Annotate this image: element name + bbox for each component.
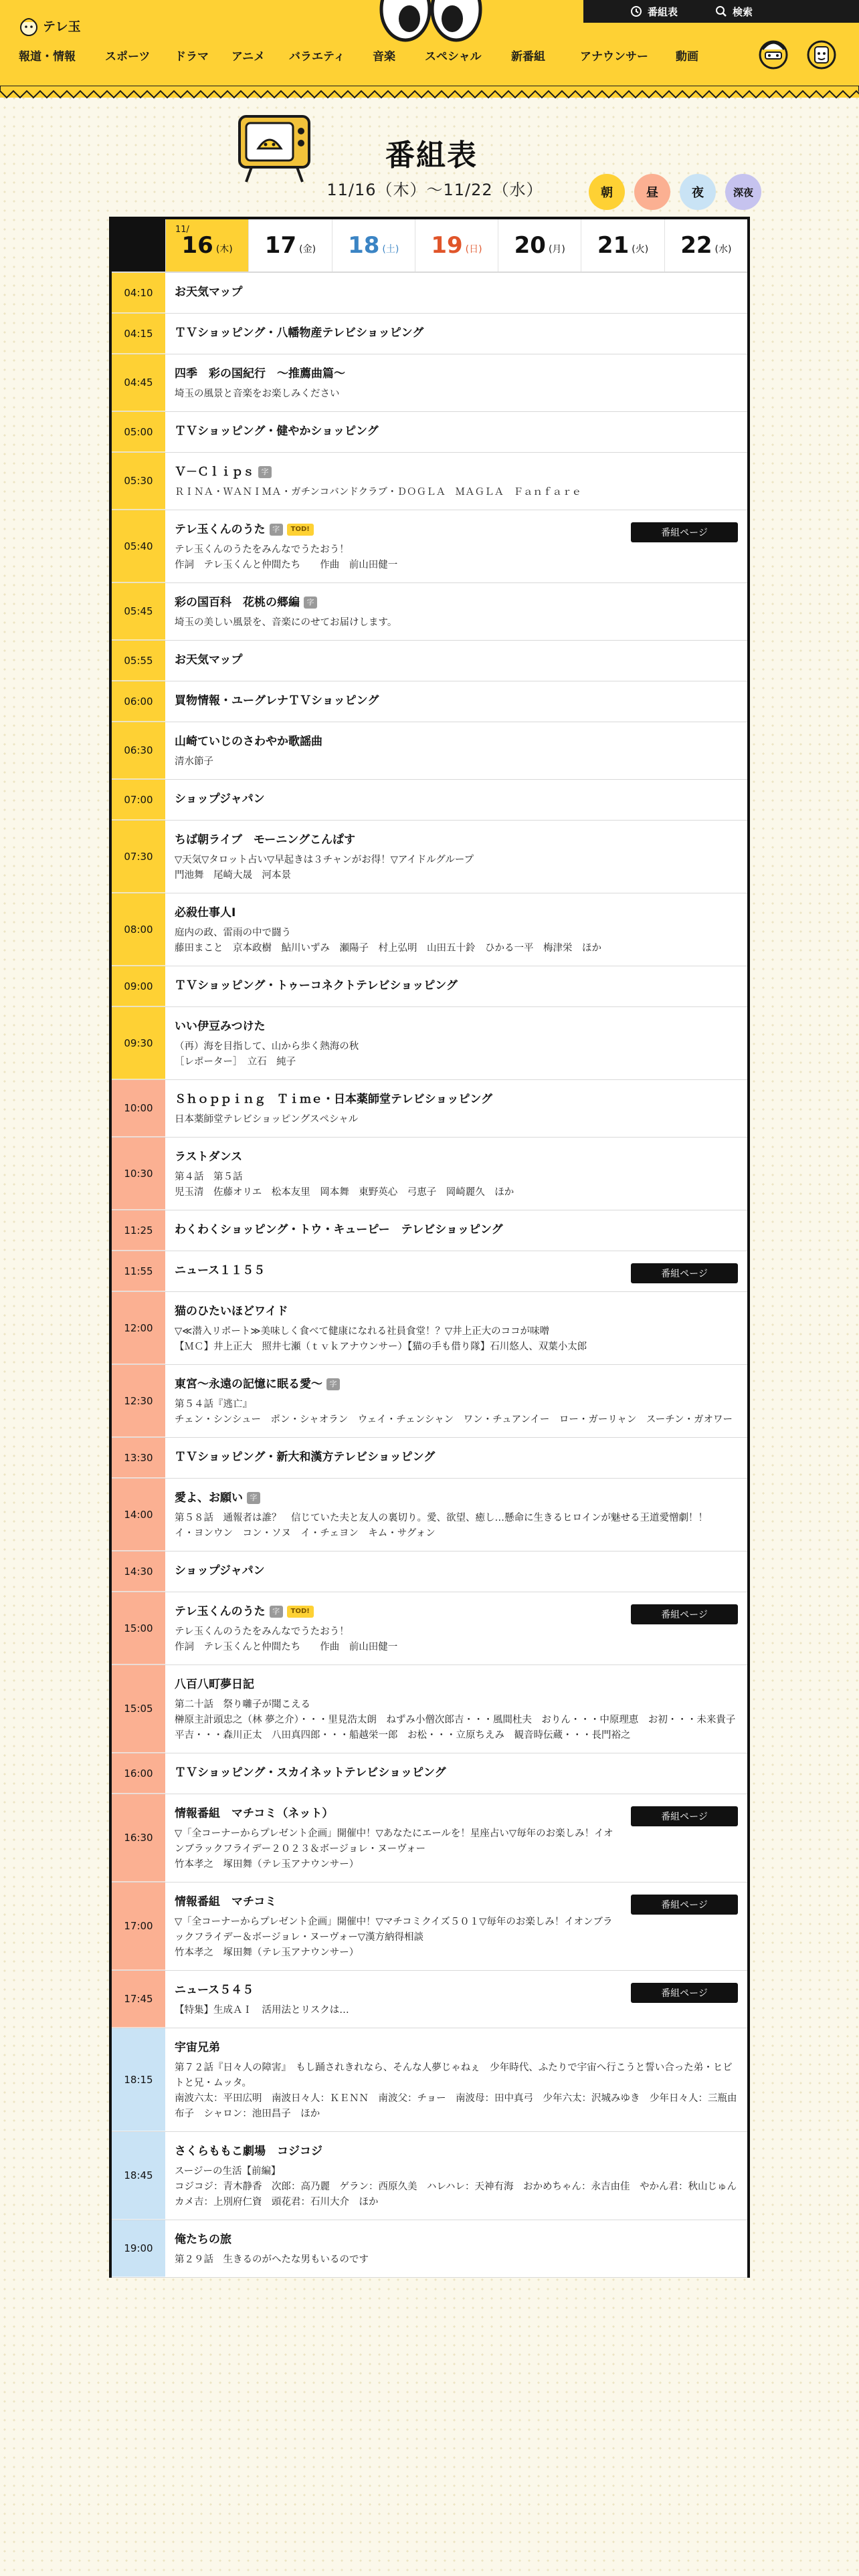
legend-item[interactable]: 深夜 (725, 174, 761, 210)
program-row[interactable] (112, 1794, 747, 1883)
program-title[interactable] (175, 1018, 738, 1035)
program-description: ▽「全コーナーからプレゼント企画」開催中！▽マチコミクイズ５０１▽毎年のお楽しみ！イオンブラックフライデー＆ボージョレ・ヌーヴォー▽漢方納得相談 竹本孝之 塚田舞（テレ玉アナウンサー） (175, 1917, 613, 1958)
legend-item[interactable]: 昼 (634, 174, 670, 210)
program-title-text: 情報番組 マチコミ（ネット） (175, 1807, 334, 1820)
program-body (165, 1210, 747, 1251)
program-time: 06:30 (112, 722, 165, 779)
program-row[interactable] (112, 1665, 747, 1753)
program-title[interactable] (175, 1221, 738, 1239)
tod-badge: TOD! (287, 524, 314, 536)
site-header (0, 0, 859, 98)
day-weekday: (水) (714, 244, 732, 255)
program-title[interactable] (175, 1262, 620, 1279)
program-time: 07:30 (112, 821, 165, 893)
program-body (165, 1251, 747, 1291)
day-tab[interactable] (165, 219, 248, 272)
program-time: 04:15 (112, 314, 165, 354)
program-title[interactable] (175, 904, 738, 922)
program-row[interactable] (112, 780, 747, 821)
program-time: 14:30 (112, 1551, 165, 1592)
program-time: 09:00 (112, 966, 165, 1006)
program-title-text: お天気マップ (175, 653, 243, 667)
program-body (165, 893, 747, 966)
day-number: 16 (181, 232, 213, 259)
program-row[interactable] (112, 2028, 747, 2132)
program-time: 04:45 (112, 354, 165, 411)
program-title[interactable] (175, 1448, 738, 1466)
program-body (165, 1753, 747, 1794)
program-row[interactable] (112, 273, 747, 314)
program-title[interactable] (175, 284, 738, 301)
nav-item-videos[interactable]: 動画 (676, 49, 698, 64)
program-time: 18:45 (112, 2132, 165, 2220)
day-tab[interactable] (415, 219, 498, 272)
program-page-button[interactable]: 番組ページ (631, 1604, 738, 1624)
program-time: 07:00 (112, 780, 165, 820)
program-row[interactable] (112, 583, 747, 641)
program-body (165, 780, 747, 820)
program-row[interactable] (112, 1210, 747, 1251)
program-row[interactable] (112, 2132, 747, 2220)
program-title[interactable] (175, 324, 738, 342)
program-row[interactable] (112, 1007, 747, 1080)
page-title: 番組表 (385, 138, 478, 173)
program-time: 16:30 (112, 1794, 165, 1882)
subtitle-badge: 字 (247, 1492, 260, 1504)
program-title-text: ニュース１１５５ (175, 1264, 266, 1277)
program-description: 埼玉の美しい風景を、音楽にのせてお届けします。 (175, 617, 397, 628)
program-time: 05:00 (112, 412, 165, 452)
program-title-text: 情報番組 マチコミ (175, 1895, 277, 1909)
program-body (165, 1971, 747, 2028)
program-page-button[interactable]: 番組ページ (631, 1983, 738, 2003)
program-time: 08:00 (112, 893, 165, 966)
program-body (165, 2132, 747, 2220)
program-time: 12:30 (112, 1365, 165, 1437)
search-label: 検索 (733, 5, 753, 18)
program-time: 05:30 (112, 453, 165, 510)
program-row[interactable] (112, 966, 747, 1007)
program-description: 【特集】生成ＡＩ 活用法とリスクは… (175, 2005, 349, 2016)
program-title-text: 猫のひたいほどワイド (175, 1305, 288, 1318)
search-button[interactable] (678, 5, 753, 19)
day-number: 21 (597, 232, 630, 259)
date-range: 11/16（木）～11/22（水） (326, 181, 543, 199)
program-title-text: テレ玉くんのうた (175, 1605, 266, 1618)
program-title[interactable] (175, 521, 620, 538)
program-row[interactable] (112, 1592, 747, 1665)
program-body (165, 1592, 747, 1665)
program-title-text: 八百八町夢日記 (175, 1678, 254, 1691)
program-description: 第５８話 通報者は誰？ 信じていた夫と友人の裏切り。愛、欲望、癒し…懸命に生きるヒロインが魅せる王道愛憎劇！！ イ・ヨンウン コン・ソヌ イ・チェヨン キム・サグォン (175, 1513, 708, 1539)
day-weekday: (日) (465, 244, 482, 255)
program-title-text: ＴＶショッピング・スカイネットテレビショッピング (175, 1766, 446, 1780)
program-time: 17:45 (112, 1971, 165, 2028)
program-title[interactable] (175, 2143, 738, 2160)
program-body (165, 1479, 747, 1551)
program-description: 第２９話 生きるのがへたな男もいるのです (175, 2254, 369, 2265)
program-title-text: 買物情報・ユーグレナＴＶショッピング (175, 694, 379, 708)
day-weekday: (月) (548, 244, 565, 255)
program-title-text: ＴＶショッピング・八幡物産テレビショッピング (175, 326, 424, 340)
program-time: 05:40 (112, 510, 165, 582)
program-row[interactable] (112, 821, 747, 893)
program-row[interactable] (112, 1438, 747, 1479)
day-weekday: (木) (215, 244, 233, 255)
day-number: 19 (431, 232, 463, 259)
program-body (165, 453, 747, 510)
program-row[interactable] (112, 510, 747, 583)
program-time: 19:00 (112, 2220, 165, 2277)
program-body (165, 1007, 747, 1079)
program-title-text: 宇宙兄弟 (175, 2041, 220, 2054)
nav-item-variety[interactable]: バラエティ (289, 49, 345, 64)
program-list (112, 273, 747, 2278)
program-row[interactable] (112, 1080, 747, 1138)
nav-item-special[interactable]: スペシャル (425, 49, 482, 64)
program-description: テレ玉くんのうたをみんなでうたおう！ 作詞 テレ玉くんと仲間たち 作曲 前山田健一 (175, 544, 398, 570)
program-description: ▽天気▽タロット占い▽早起きは３チャンがお得！▽アイドルグループ 門池舞 尾崎大晟 河本景 (175, 855, 474, 881)
program-time: 12:00 (112, 1292, 165, 1364)
day-weekday: (土) (382, 244, 399, 255)
day-number: 17 (264, 232, 297, 259)
program-row[interactable] (112, 2220, 747, 2278)
day-number: 22 (680, 232, 712, 259)
program-body (165, 2220, 747, 2277)
program-row[interactable] (112, 412, 747, 453)
program-body (165, 412, 747, 452)
program-row[interactable] (112, 641, 747, 681)
program-row[interactable] (112, 1479, 747, 1551)
program-row[interactable] (112, 354, 747, 412)
program-description: ▽≪潜入リポート≫美味しく食べて健康になれる社員食堂！？▽井上正大のココが味噌 【ＭＣ】井上正大 照井七瀬（ｔｖｋアナウンサー）【猫の手も借り隊】石川悠人、双葉小太郎 (175, 1326, 587, 1352)
nav-item-sports[interactable]: スポーツ (105, 49, 151, 64)
program-body (165, 966, 747, 1006)
program-title-text: ラストダンス (175, 1150, 243, 1164)
program-row[interactable] (112, 893, 747, 966)
program-description: 第５４話『逃亡』 チェン・シンシュー ポン・シャオラン ウェイ・チェンシャン ワン・チュアンイー ロー・ガーリャン スーチン・ガオワー (175, 1399, 733, 1425)
program-description: 清水節子 (175, 756, 213, 767)
program-description: 埼玉の風景と音楽をお楽しみください (175, 389, 340, 399)
program-row[interactable] (112, 1292, 747, 1365)
program-body (165, 1438, 747, 1478)
program-title-text: ちば朝ライブ モーニングこんぱす (175, 833, 355, 847)
program-description: 庭内の政、雷雨の中で闘う 藤田まこと 京本政樹 鮎川いずみ 瀬陽子 村上弘明 山田五十鈴 ひかる一平 梅津栄 ほか (175, 928, 601, 954)
day-tab[interactable] (248, 219, 331, 272)
program-body (165, 314, 747, 354)
program-body (165, 821, 747, 893)
program-title-text: 俺たちの旅 (175, 2233, 231, 2246)
program-title-text: ショップジャパン (175, 1564, 265, 1578)
program-title-text: 必殺仕事人Ⅰ (175, 906, 236, 920)
program-title[interactable] (175, 2231, 738, 2248)
program-title-text: 東宮～永遠の記憶に眠る愛～ (175, 1378, 322, 1391)
program-row[interactable] (112, 1883, 747, 1971)
program-time: 18:15 (112, 2028, 165, 2131)
family-character-icon[interactable] (804, 32, 839, 72)
program-time: 05:45 (112, 583, 165, 640)
day-tab[interactable] (498, 219, 581, 272)
logo[interactable] (19, 11, 92, 40)
day-tabs-corner (112, 219, 165, 272)
program-description: 第二十話 祭り囃子が聞こえる 榊原主計頭忠之（林 夢之介）・・・里見浩太朗 ねずみ小僧次郎吉・・・風間杜夫 おりん・・・中原理恵 お初・・・未来貴子 平吉・・・森川正太 八田真四郎・・・船越栄一郎 お松・・・立原ちえみ 観音時伝蔵・・・長門裕之 (175, 1699, 736, 1741)
program-row[interactable] (112, 681, 747, 722)
program-time: 04:10 (112, 273, 165, 313)
program-title[interactable] (175, 651, 738, 669)
program-time: 13:30 (112, 1438, 165, 1478)
program-description: 日本薬師堂テレビショッピングスペシャル (175, 1114, 359, 1125)
program-body (165, 722, 747, 779)
program-title[interactable] (175, 831, 738, 849)
program-title[interactable] (175, 1805, 620, 1822)
day-number: 18 (348, 232, 380, 259)
mascot-character-icon[interactable] (756, 32, 791, 72)
program-page-button[interactable]: 番組ページ (631, 1895, 738, 1915)
program-row[interactable] (112, 1753, 747, 1794)
program-time: 09:30 (112, 1007, 165, 1079)
program-body (165, 1365, 747, 1437)
program-body (165, 354, 747, 411)
program-title[interactable] (175, 1676, 738, 1693)
program-body (165, 273, 747, 313)
program-title[interactable] (175, 1091, 738, 1108)
program-title[interactable] (175, 1489, 738, 1507)
program-body (165, 510, 747, 582)
tod-badge: TOD! (287, 1606, 314, 1618)
day-weekday: (金) (299, 244, 316, 255)
program-description: 第７２話『日々人の障害』 もし踊されきれなら、そんな人夢じゃねぇ 少年時代、ふたりで宇宙へ行こうと誓い合った弟・ヒビトと兄・ムッタ。 南波六太：平田広明 南波日々人：ＫＥＮＮ 南波父：チョー 南波母：田中真弓 少年六太：沢城みゆき 少年日々人：三瓶由布子 シャロン：池田昌子 ほか (175, 2062, 737, 2119)
program-body (165, 583, 747, 640)
program-title-text: 彩の国百科 花桃の郷編 (175, 596, 300, 609)
program-time: 11:55 (112, 1251, 165, 1291)
program-page-button[interactable]: 番組ページ (631, 1263, 738, 1283)
program-row[interactable] (112, 1365, 747, 1438)
program-title[interactable] (175, 790, 738, 808)
nav-item-new-programs[interactable]: 新番組 (511, 49, 545, 64)
program-body (165, 1292, 747, 1364)
program-row[interactable] (112, 1138, 747, 1210)
program-title-text: ＴＶショッピング・トゥーコネクトテレビショッピング (175, 979, 458, 992)
program-title[interactable] (175, 1303, 738, 1320)
program-row[interactable] (112, 1251, 747, 1292)
program-body (165, 1138, 747, 1210)
program-body (165, 1080, 747, 1137)
subtitle-badge: 字 (270, 524, 283, 536)
program-title-text: 愛よ、お願い (175, 1491, 243, 1505)
program-time: 11:25 (112, 1210, 165, 1251)
program-title-text: ＴＶショッピング・健やかショッピング (175, 425, 379, 438)
program-time: 15:00 (112, 1592, 165, 1665)
clock-icon (630, 5, 642, 17)
retro-tv-icon (235, 112, 313, 185)
program-time: 06:00 (112, 681, 165, 722)
program-title-text: わくわくショッピング・トウ・キューピー テレビショッピング (175, 1223, 503, 1237)
program-time: 14:00 (112, 1479, 165, 1551)
program-title-text: さくらももこ劇場 コジコジ (175, 2145, 322, 2158)
program-description: ▽「全コーナーからプレゼント企画」開催中！▽あなたにエールを！星座占い▽毎年のお楽しみ！イオンブラックフライデー２０２３＆ボージョレ・ヌーヴォー 竹本孝之 塚田舞（テレ玉アナウンサー） (175, 1828, 613, 1870)
program-title[interactable] (175, 733, 738, 750)
program-schedule (109, 217, 750, 2278)
program-title-text: ショップジャパン (175, 792, 265, 806)
nav-item-music[interactable]: 音楽 (373, 49, 395, 64)
program-title[interactable] (175, 1148, 738, 1166)
program-body (165, 641, 747, 681)
program-time: 05:55 (112, 641, 165, 681)
program-title-text: いい伊豆みつけた (175, 1020, 266, 1033)
program-title[interactable] (175, 692, 738, 710)
program-body (165, 681, 747, 722)
day-month: 11/ (175, 225, 189, 235)
program-guide-label: 番組表 (648, 5, 678, 18)
tele-tama-logo-icon (19, 14, 39, 37)
program-guide-link[interactable] (583, 5, 678, 19)
program-title-text: Ｖ－Ｃｌｉｐｓ (175, 465, 254, 479)
program-body (165, 2028, 747, 2131)
program-body (165, 1794, 747, 1882)
program-row[interactable] (112, 1551, 747, 1592)
mascot-eyes-icon (379, 0, 483, 44)
program-title-text: 山崎ていじのさわやか歌謡曲 (175, 735, 322, 748)
subtitle-badge: 字 (270, 1606, 283, 1618)
program-title[interactable] (175, 1603, 620, 1620)
program-title-text: 四季 彩の国紀行 ～推薦曲篇～ (175, 367, 345, 381)
nav-item-announcers[interactable]: アナウンサー (580, 49, 648, 64)
program-title[interactable] (175, 2039, 738, 2056)
program-time: 10:00 (112, 1080, 165, 1137)
nav-icon-group (756, 32, 839, 72)
program-row[interactable] (112, 722, 747, 780)
program-description: テレ玉くんのうたをみんなでうたおう！ 作詞 テレ玉くんと仲間たち 作曲 前山田健一 (175, 1626, 398, 1652)
program-description: スージーの生活【前編】 コジコジ：青木静香 次郎：高乃麗 ゲラン：西原久美 ハレハレ：天神有海 おかめちゃん：永吉由佳 やかん君：秋山じゅん カメ吉：上別府仁資 頭花君：石川大介 ほか (175, 2166, 737, 2208)
subtitle-badge: 字 (304, 597, 317, 609)
day-tab[interactable] (332, 219, 415, 272)
program-description: （再）海を目指して、山から歩く熱海の秋 ［レポーター］ 立石 純子 (175, 1041, 359, 1067)
program-body (165, 1883, 747, 1970)
program-title[interactable] (175, 1981, 620, 1999)
program-title[interactable] (175, 1764, 738, 1782)
nav-item-drama[interactable]: ドラマ (175, 49, 209, 64)
day-tabs (112, 219, 747, 273)
program-page-button[interactable]: 番組ページ (631, 522, 738, 542)
program-title[interactable] (175, 1562, 738, 1580)
program-description: ＲＩＮＡ・ＷＡＮＩＭＡ・ガチンコバンドクラブ・ＤＯＧＬＡ ＭＡＧＬＡ Ｆａｎｆａｒｅ (175, 487, 581, 498)
nav-item-news[interactable]: 報道・情報 (19, 49, 76, 64)
program-title-text: ＴＶショッピング・新大和漢方テレビショッピング (175, 1451, 436, 1464)
program-body (165, 1551, 747, 1592)
program-title-text: テレ玉くんのうた (175, 523, 266, 536)
program-row[interactable] (112, 1971, 747, 2028)
utility-bar (583, 0, 859, 23)
program-title[interactable] (175, 594, 738, 611)
program-title[interactable] (175, 977, 738, 994)
day-weekday: (火) (632, 244, 649, 255)
program-title-text: Ｓｈｏｐｐｉｎｇ Ｔｉｍｅ・日本薬師堂テレビショッピング (175, 1093, 492, 1106)
header-zigzag-border (0, 86, 859, 100)
legend-item[interactable]: 朝 (589, 174, 625, 210)
subtitle-badge: 字 (258, 466, 272, 478)
program-title[interactable] (175, 423, 738, 440)
logo-text: テレ玉 (43, 19, 81, 34)
main-nav (19, 41, 709, 68)
program-time: 15:05 (112, 1665, 165, 1753)
program-time: 10:30 (112, 1138, 165, 1210)
program-title[interactable] (175, 463, 738, 481)
nav-item-anime[interactable]: アニメ (231, 49, 266, 64)
day-number: 20 (514, 232, 546, 259)
day-tab[interactable] (664, 219, 747, 272)
search-icon (715, 5, 727, 17)
program-time: 17:00 (112, 1883, 165, 1970)
program-title[interactable] (175, 1893, 620, 1911)
time-of-day-legend (589, 174, 761, 210)
program-title[interactable] (175, 1376, 738, 1393)
program-row[interactable] (112, 314, 747, 354)
program-title-text: ニュース５４５ (175, 1983, 254, 1997)
program-title[interactable] (175, 365, 738, 383)
program-row[interactable] (112, 453, 747, 510)
program-title-text: お天気マップ (175, 286, 243, 299)
day-tab[interactable] (581, 219, 664, 272)
program-description: 第４話 第５話 児玉清 佐藤オリエ 松本友里 岡本舞 東野英心 弓恵子 岡崎麗久 ほか (175, 1172, 514, 1198)
program-body (165, 1665, 747, 1753)
program-page-button[interactable]: 番組ページ (631, 1806, 738, 1826)
program-time: 16:00 (112, 1753, 165, 1794)
subtitle-badge: 字 (326, 1378, 340, 1390)
legend-item[interactable]: 夜 (680, 174, 716, 210)
